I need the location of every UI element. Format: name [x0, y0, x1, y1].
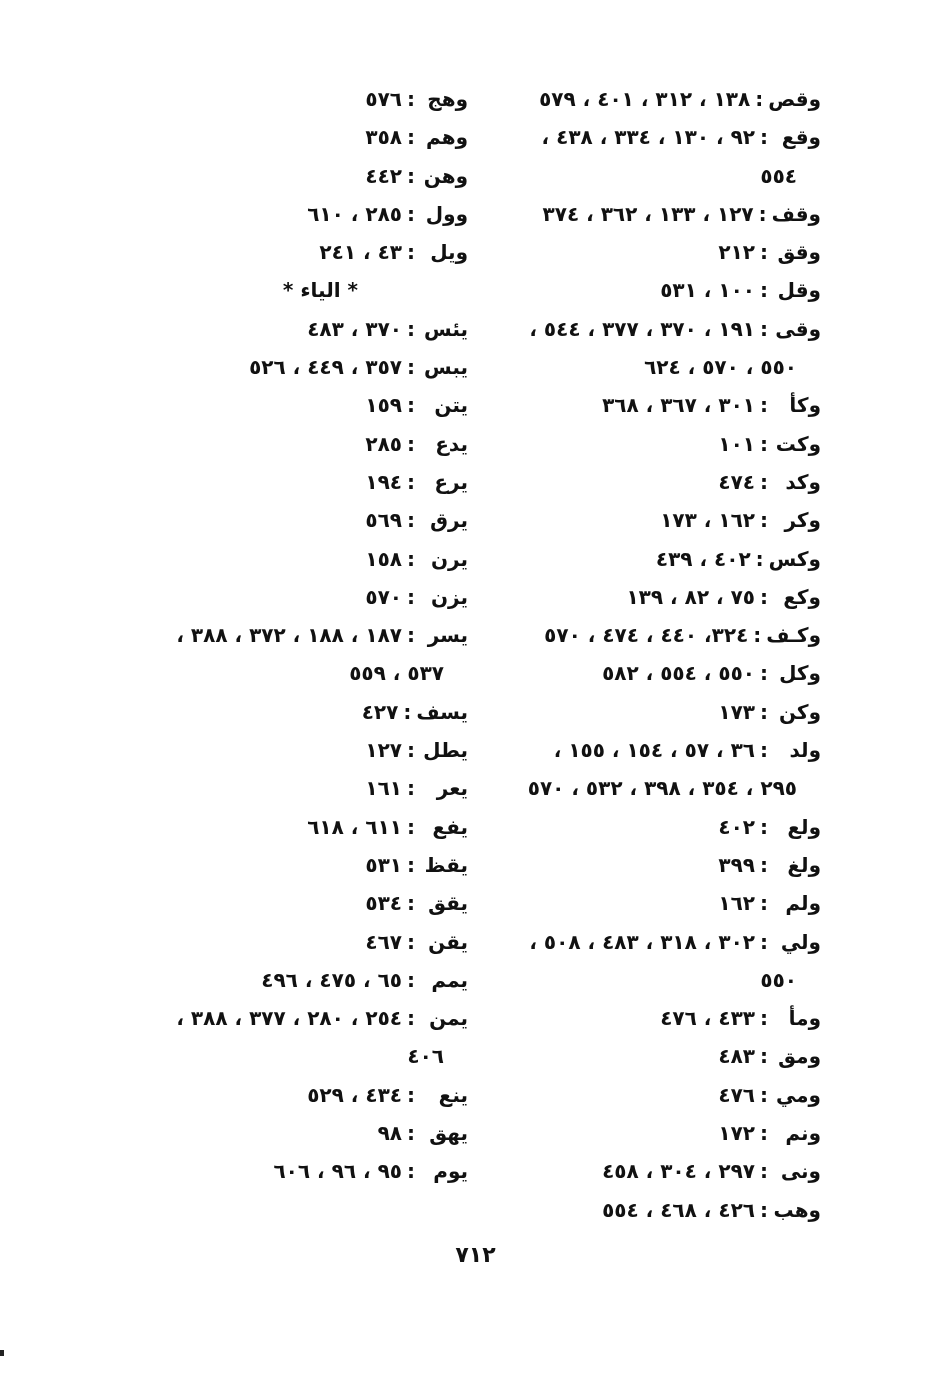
entry-page-refs: ٥٥٠ ، ٥٥٤ ، ٥٨٢ [602, 661, 755, 686]
entry-colon: : [760, 661, 768, 686]
index-entry [491, 463, 821, 501]
entry-page-refs: ٣٩٩ [718, 852, 755, 877]
entry-root: يسف [416, 699, 468, 724]
entry-page-refs: ٢٨٥ [365, 431, 402, 456]
index-entry [128, 578, 468, 616]
entry-root: ولم [785, 891, 821, 916]
entry-root: ولد [789, 738, 821, 763]
entry-colon: : [760, 852, 768, 877]
entry-page-refs: ٣٠٢ ، ٣١٨ ، ٤٨٣ ، ٥٠٨ ، [529, 929, 755, 954]
entry-colon: : [760, 1121, 768, 1146]
entry-root: يهق [429, 1121, 468, 1146]
entry-root: يقن [428, 929, 468, 954]
entry-page-refs: ٥٣١ [365, 852, 402, 877]
entry-colon: : [760, 584, 768, 609]
entry-page-refs: ٤٠٢ ، ٤٣٩ [655, 546, 751, 571]
index-entry [491, 310, 821, 348]
entry-page-refs: ٤٤٢ [365, 163, 402, 188]
entry-colon: : [755, 546, 764, 571]
index-entry [491, 1076, 821, 1114]
index-entry-continuation: ٥٥٤ [760, 163, 797, 188]
entry-page-refs: ٥٧٠ [365, 584, 402, 609]
entry-page-refs: ١٦١ [365, 776, 402, 801]
entry-colon: : [760, 469, 768, 494]
entry-page-refs: ٢٩٧ ، ٣٠٤ ، ٤٥٨ [602, 1159, 755, 1184]
entry-colon: : [407, 163, 415, 188]
entry-root: ومق [778, 1044, 821, 1069]
index-entry [128, 540, 468, 578]
entry-root: يوم [433, 1159, 468, 1184]
entry-colon: : [407, 776, 415, 801]
entry-page-refs: ٩٥ ، ٩٦ ، ٦٠٦ [273, 1159, 402, 1184]
entry-colon: : [403, 699, 412, 724]
entry-page-refs: ٤٣ ، ٢٤١ [319, 240, 402, 265]
index-entry [128, 195, 468, 233]
index-entry-continuation: ٥٥٠ ، ٥٧٠ ، ٦٢٤ [644, 355, 797, 380]
entry-colon: : [760, 125, 768, 150]
index-entry [128, 463, 468, 501]
entry-colon: : [760, 738, 768, 763]
entry-root: وكر [784, 508, 821, 533]
entry-page-refs: ٥٦٩ [365, 508, 402, 533]
entry-root: وكـف [766, 623, 821, 648]
index-entry [491, 884, 821, 922]
entry-page-refs: ٣٦ ، ٥٧ ، ١٥٤ ، ١٥٥ ، [553, 738, 755, 763]
entry-colon: : [407, 125, 415, 150]
entry-colon: : [407, 316, 415, 341]
entry-page-refs: ٧٥ ، ٨٢ ، ١٣٩ [626, 584, 755, 609]
entry-root: يتن [434, 393, 468, 418]
entry-colon: : [760, 1159, 768, 1184]
entry-page-refs: ٩٢ ، ١٣٠ ، ٣٣٤ ، ٤٣٨ ، [541, 125, 755, 150]
entry-colon: : [760, 1197, 768, 1222]
entry-root: وكع [783, 584, 821, 609]
index-entry-continuation: ٥٣٧ ، ٥٥٩ [349, 661, 444, 686]
entry-page-refs: ١٥٨ [365, 546, 402, 571]
index-entry [128, 923, 468, 961]
index-entry [128, 808, 468, 846]
entry-colon: : [760, 1044, 768, 1069]
margin-mark [0, 1350, 4, 1356]
index-column-right [491, 80, 821, 1229]
entry-colon: : [407, 738, 415, 763]
entry-colon: : [407, 814, 415, 839]
entry-colon: : [407, 431, 415, 456]
index-entry [491, 233, 821, 271]
entry-page-refs: ٣٥٧ ، ٤٤٩ ، ٥٢٦ [249, 355, 402, 380]
entry-root: يدع [435, 431, 468, 456]
entry-colon: : [407, 87, 415, 111]
entry-page-refs: ٤٠٢ [718, 814, 755, 839]
index-entry [491, 80, 821, 118]
entry-page-refs: ٥٣٤ [365, 891, 402, 916]
index-entry-continuation: ٤٠٦ [407, 1044, 444, 1069]
page-number: ٧١٢ [455, 1243, 496, 1268]
entry-colon: : [760, 699, 768, 724]
entry-page-refs: ١٦٢ ، ١٧٣ [660, 508, 755, 533]
index-entry [491, 1152, 821, 1190]
entry-root: وول [425, 201, 468, 226]
index-entry [128, 961, 468, 999]
index-entry [491, 118, 821, 156]
entry-root: وكل [779, 661, 821, 686]
entry-root: يقق [428, 891, 468, 916]
entry-root: ومي [775, 1082, 821, 1107]
entry-page-refs: ١٨٧ ، ١٨٨ ، ٣٧٢ ، ٣٨٨ ، [176, 623, 402, 648]
entry-page-refs: ٤٨٣ [718, 1044, 755, 1069]
index-entry [128, 999, 468, 1037]
entry-root: يرن [430, 546, 468, 571]
entry-page-refs: ١٣٨ ، ٣١٢ ، ٤٠١ ، ٥٧٩ [539, 87, 751, 111]
index-entry [491, 846, 821, 884]
entry-page-refs: ٤٦٧ [365, 929, 402, 954]
entry-page-refs: ٦٥ ، ٤٧٥ ، ٤٩٦ [261, 967, 402, 992]
entry-root: ويل [430, 240, 468, 265]
entry-root: يقظ [424, 852, 468, 877]
entry-page-refs: ٢٥٤ ، ٢٨٠ ، ٣٧٧ ، ٣٨٨ ، [176, 1006, 402, 1031]
entry-root: وقل [777, 278, 821, 303]
entry-page-refs: ٢١٢ [718, 240, 755, 265]
entry-root: يئس [424, 316, 468, 341]
index-entry [128, 233, 468, 271]
entry-page-refs: ١٠١ [718, 431, 755, 456]
entry-root: يفع [432, 814, 468, 839]
index-entry [128, 310, 468, 348]
index-entry [128, 1114, 468, 1152]
index-entry [128, 693, 468, 731]
entry-root: وقص [768, 87, 821, 111]
entry-page-refs: ٣٧٠ ، ٤٨٣ [307, 316, 402, 341]
index-entry [491, 654, 821, 692]
index-entry [491, 731, 821, 769]
index-entry [491, 693, 821, 731]
index-entry [128, 1076, 468, 1114]
entry-page-refs: ٤٢٦ ، ٤٦٨ ، ٥٥٤ [602, 1197, 755, 1222]
entry-colon: : [760, 508, 768, 533]
entry-page-refs: ٤٣٤ ، ٥٢٩ [307, 1082, 402, 1107]
entry-page-refs: ٣٠١ ، ٣٦٧ ، ٣٦٨ [602, 393, 755, 418]
entry-page-refs: ٢٨٥ ، ٦١٠ [307, 201, 402, 226]
entry-colon: : [407, 469, 415, 494]
entry-colon: : [760, 814, 768, 839]
index-entry [491, 999, 821, 1037]
entry-colon: : [760, 1082, 768, 1107]
entry-colon: : [407, 355, 415, 380]
index-entry [128, 884, 468, 922]
entry-root: وكأ [789, 393, 821, 418]
index-entry-continuation: ٥٥٠ [760, 967, 797, 992]
entry-colon: : [753, 623, 762, 648]
index-entry [128, 501, 468, 539]
entry-root: ينع [438, 1082, 468, 1107]
entry-page-refs: ١٥٩ [365, 393, 402, 418]
entry-colon: : [407, 1159, 415, 1184]
index-entry [491, 1191, 821, 1229]
entry-colon: : [760, 278, 768, 303]
entry-root: يرق [430, 508, 468, 533]
entry-page-refs: ١٩٤ [365, 469, 402, 494]
entry-page-refs: ٩٨ [377, 1121, 402, 1146]
entry-root: ومأ [788, 1006, 821, 1031]
index-entry [491, 540, 821, 578]
index-entry [491, 386, 821, 424]
entry-colon: : [760, 240, 768, 265]
entry-root: يمم [431, 967, 468, 992]
entry-root: يعر [436, 776, 468, 801]
entry-colon: : [407, 508, 415, 533]
entry-colon: : [760, 891, 768, 916]
entry-root: وهم [426, 125, 468, 150]
entry-colon: : [407, 393, 415, 418]
entry-colon: : [407, 240, 415, 265]
index-entry [128, 731, 468, 769]
entry-root: يرع [434, 469, 468, 494]
entry-root: وهب [773, 1197, 821, 1222]
entry-colon: : [760, 929, 768, 954]
entry-root: ونى [780, 1159, 821, 1184]
entry-root: يبس [424, 355, 468, 380]
index-entry [128, 616, 468, 654]
index-entry [491, 1037, 821, 1075]
entry-page-refs: ٥٧٦ [365, 87, 402, 111]
index-entry [491, 616, 821, 654]
entry-root: يسر [427, 623, 468, 648]
entry-root: وقى [775, 316, 821, 341]
entry-colon: : [407, 1006, 415, 1031]
entry-page-refs: ١٦٢ [718, 891, 755, 916]
entry-colon: : [407, 201, 415, 226]
index-entry [128, 386, 468, 424]
entry-colon: : [407, 1082, 415, 1107]
entry-colon: : [407, 891, 415, 916]
index-entry [491, 425, 821, 463]
entry-page-refs: ٦١١ ، ٦١٨ [307, 814, 402, 839]
entry-root: وكس [768, 546, 821, 571]
entry-root: وهج [427, 87, 468, 111]
index-entry [128, 80, 468, 118]
entry-page-refs: ١٧٣ [718, 699, 755, 724]
entry-root: وكن [778, 699, 821, 724]
entry-page-refs: ١٢٧ [365, 738, 402, 763]
entry-page-refs: ٣٢٤، ٤٤٠ ، ٤٧٤ ، ٥٧٠ [544, 623, 749, 648]
entry-colon: : [760, 1006, 768, 1031]
entry-root: ولع [787, 814, 821, 839]
entry-page-refs: ١٩١ ، ٣٧٠ ، ٣٧٧ ، ٥٤٤ ، [529, 316, 755, 341]
entry-colon: : [407, 623, 415, 648]
entry-page-refs: ٣٥٨ [365, 125, 402, 150]
index-column-left [128, 80, 468, 1191]
entry-colon: : [407, 967, 415, 992]
entry-root: وهن [423, 163, 468, 188]
index-entry [491, 808, 821, 846]
entry-colon: : [755, 87, 764, 111]
entry-page-refs: ١٧٢ [718, 1121, 755, 1146]
entry-root: وكد [785, 469, 821, 494]
entry-root: ولغ [787, 852, 821, 877]
index-entry [128, 425, 468, 463]
entry-colon: : [407, 584, 415, 609]
index-entry [128, 846, 468, 884]
entry-root: وقع [781, 125, 821, 150]
entry-root: ونم [785, 1121, 821, 1146]
index-entry [491, 923, 821, 961]
entry-colon: : [760, 393, 768, 418]
index-entry-continuation: ٢٩٥ ، ٣٥٤ ، ٣٩٨ ، ٥٣٢ ، ٥٧٠ [527, 776, 797, 801]
entry-root: يزن [430, 584, 468, 609]
entry-root: ولي [780, 929, 821, 954]
index-entry [491, 271, 821, 309]
index-entry [491, 195, 821, 233]
entry-colon: : [407, 546, 415, 571]
entry-colon: : [407, 929, 415, 954]
entry-page-refs: ١٠٠ ، ٥٣١ [660, 278, 755, 303]
entry-root: وقف [771, 201, 821, 226]
entry-page-refs: ٤٢٧ [361, 699, 399, 724]
index-entry [491, 578, 821, 616]
entry-colon: : [760, 316, 768, 341]
index-entry [128, 769, 468, 807]
entry-colon: : [407, 1121, 415, 1146]
entry-root: يطل [423, 738, 468, 763]
entry-page-refs: ٤٧٤ [718, 469, 755, 494]
entry-page-refs: ٤٧٦ [718, 1082, 755, 1107]
entry-root: وكت [775, 431, 821, 456]
index-entry [128, 348, 468, 386]
entry-page-refs: ١٢٧ ، ١٣٣ ، ٣٦٢ ، ٣٧٤ [542, 201, 754, 226]
section-heading: * الياء * [282, 278, 358, 303]
index-entry [491, 501, 821, 539]
entry-page-refs: ٤٣٣ ، ٤٧٦ [660, 1006, 755, 1031]
entry-root: يمن [429, 1006, 468, 1031]
entry-colon: : [760, 431, 768, 456]
index-entry [128, 157, 468, 195]
index-entry [128, 1152, 468, 1190]
entry-colon: : [407, 852, 415, 877]
index-entry [128, 118, 468, 156]
entry-root: وقق [777, 240, 821, 265]
entry-colon: : [758, 201, 767, 226]
index-entry [491, 1114, 821, 1152]
